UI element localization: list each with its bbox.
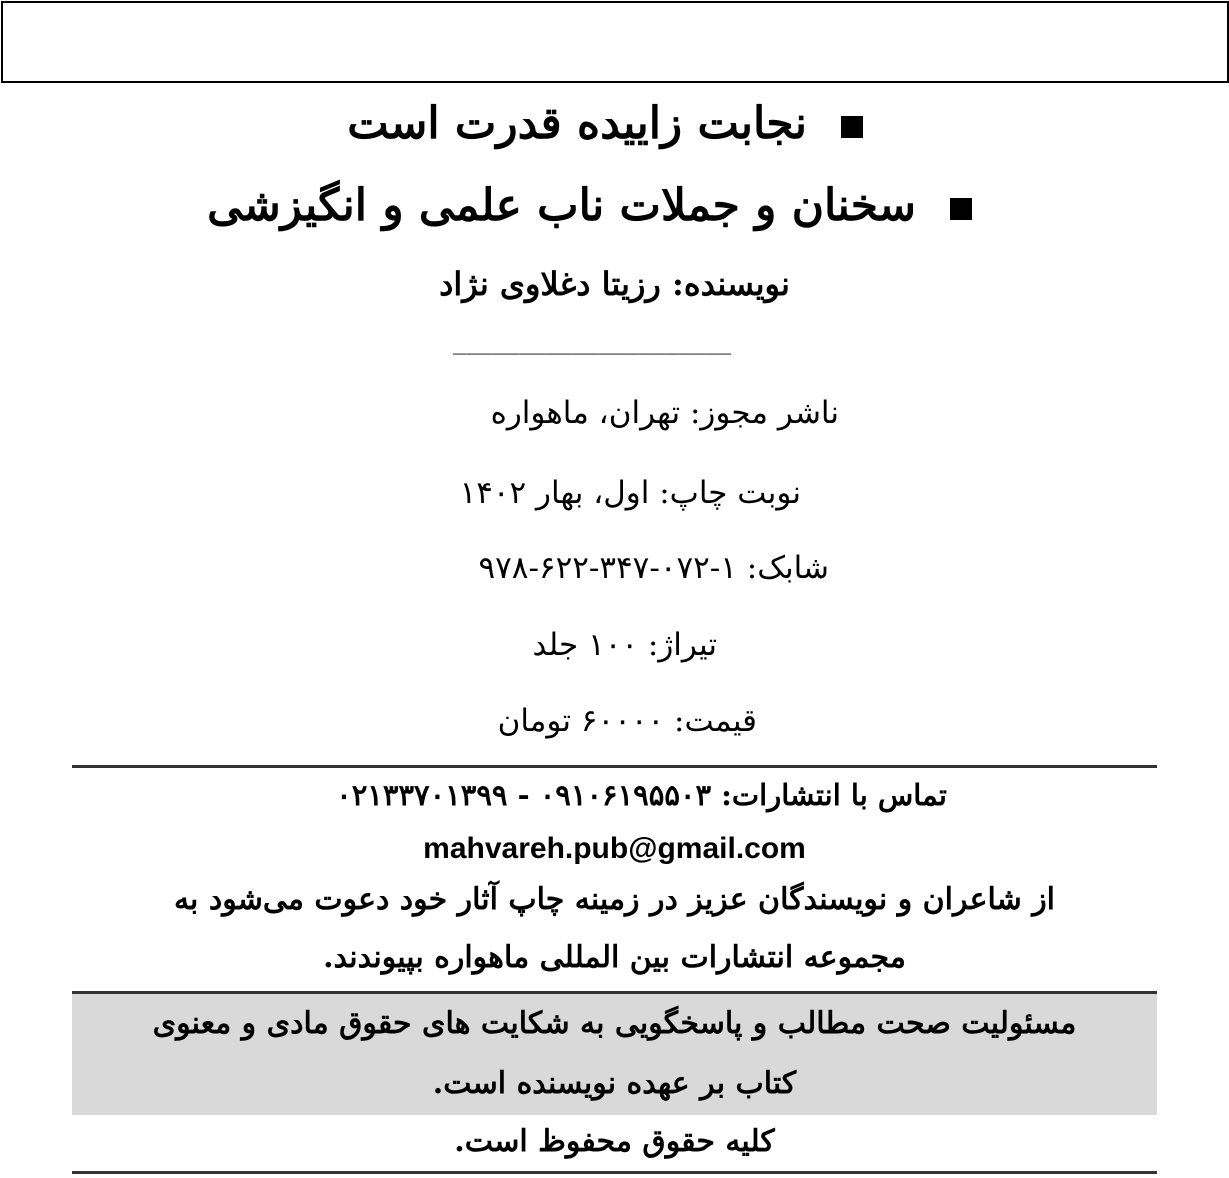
copyright-notice: کلیه حقوق محفوظ است.	[454, 1124, 775, 1159]
divider-dashes: _____________________	[453, 330, 732, 355]
circulation-text: تیراژ: ۱۰۰ جلد	[532, 627, 717, 663]
email-line	[0, 832, 1229, 866]
book-title-line-2	[0, 180, 1229, 231]
publisher-text: ناشر مجوز: تهران، ماهواره	[490, 395, 839, 431]
disclaimer-line-1: مسئولیت صحت مطالب و پاسخگویی به شکایت های حقوق مادی و معنوی	[152, 1006, 1077, 1041]
isbn-text: شابک: ۱-۰۷۲-۳۴۷-۶۲۲-۹۷۸	[478, 550, 829, 586]
book-title: نجابت زاییده قدرت است	[347, 98, 807, 149]
invitation-line-2: مجموعه انتشارات بین المللی ماهواره بپیوندند.	[323, 940, 906, 975]
square-bullet-icon	[841, 116, 863, 138]
contact-phones: تماس با انتشارات: ۰۹۱۰۶۱۹۵۵۰۳ - ۰۲۱۳۳۷۰۱۳۹۹	[336, 778, 947, 812]
edition-text: نوبت چاپ: اول، بهار ۱۴۰۲	[459, 475, 801, 511]
book-title-line-1	[0, 98, 1229, 149]
section-divider-top	[72, 765, 1157, 768]
invitation-line-1: از شاعران و نویسندگان عزیز در زمینه چاپ آثار خود دعوت می‌شود به	[173, 882, 1056, 917]
section-divider-middle	[72, 991, 1157, 994]
contact-email[interactable]: mahvareh.pub@gmail.com	[423, 832, 806, 865]
square-bullet-icon	[950, 198, 972, 220]
price-text: قیمت: ۶۰۰۰۰ تومان	[497, 703, 757, 739]
section-divider-bottom	[72, 1171, 1157, 1174]
book-subtitle: سخنان و جملات ناب علمی و انگیزشی	[207, 180, 916, 231]
author-name: نویسنده: رزیتا دغلاوی نژاد	[439, 265, 790, 303]
header-empty-box	[1, 1, 1229, 83]
disclaimer-line-2: کتاب بر عهده نویسنده است.	[432, 1066, 797, 1101]
author-line	[0, 265, 1229, 303]
